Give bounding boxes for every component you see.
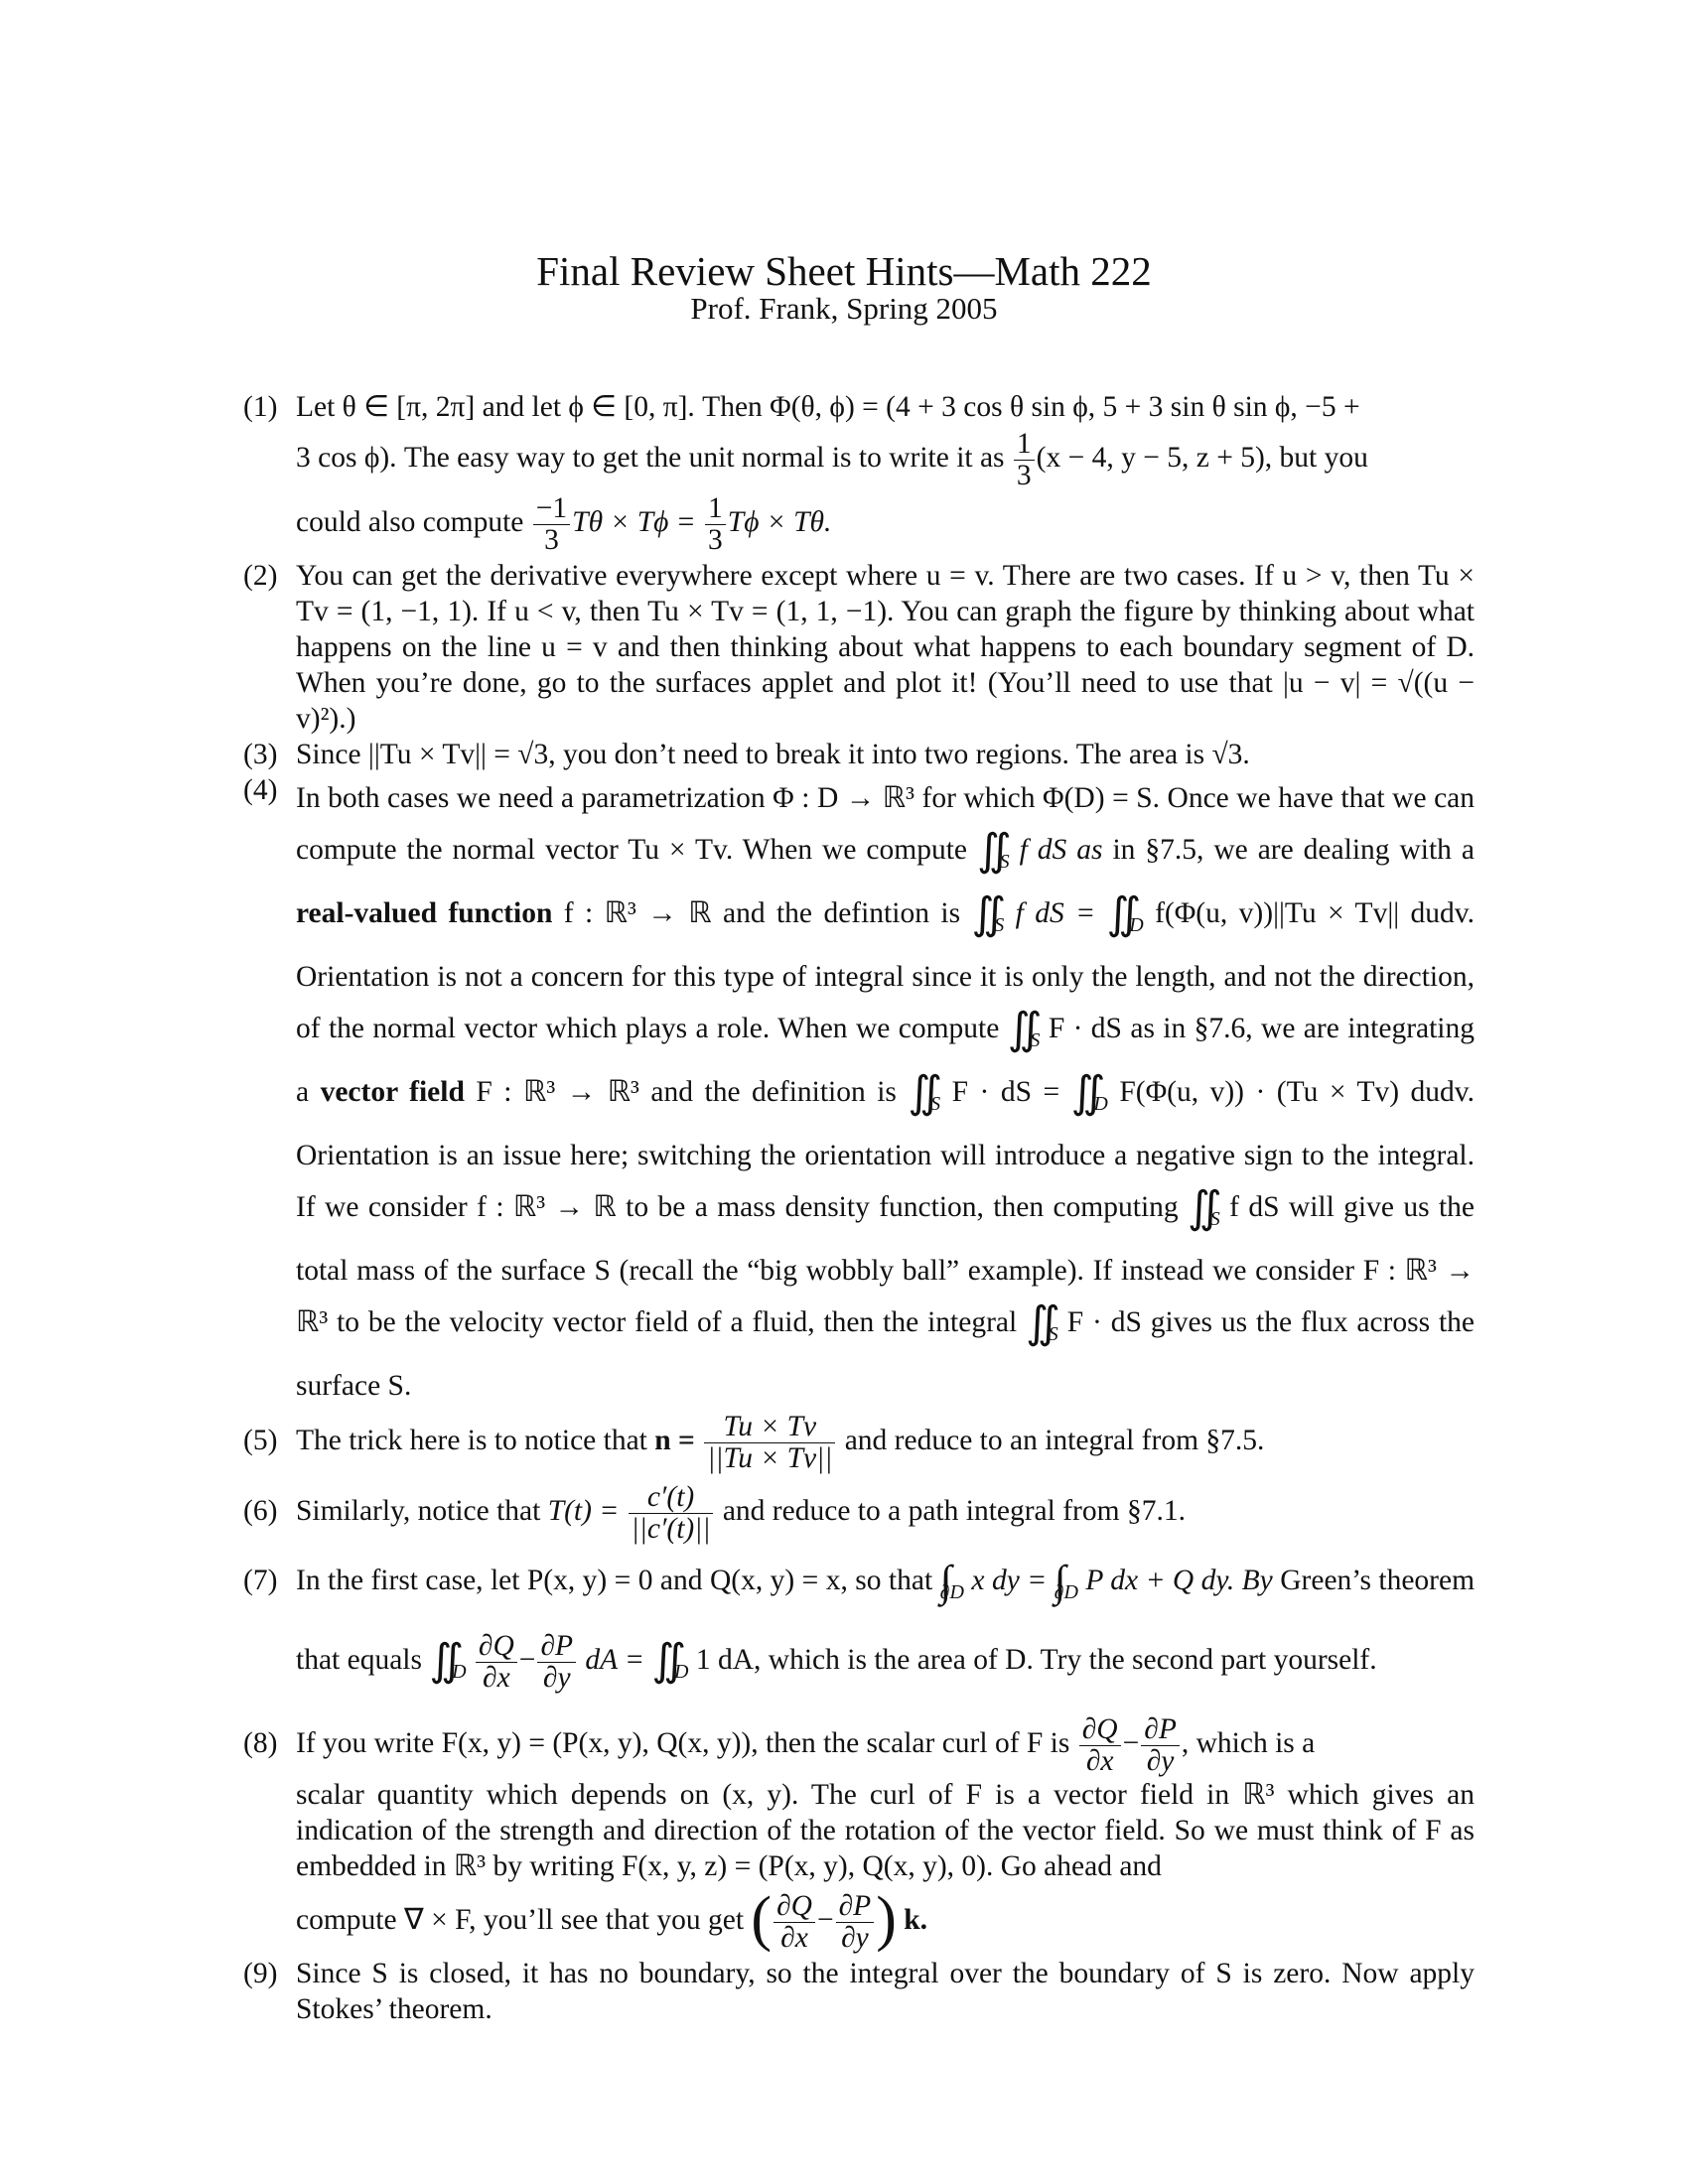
partial-fraction: $\frac{\partial Q}{\partial x}$ bbox=[1079, 1714, 1121, 1777]
math-expression: dA = bbox=[585, 1643, 644, 1676]
hint-text: Similarly, notice that bbox=[296, 1494, 541, 1527]
hint-text-line bbox=[296, 1884, 1475, 1956]
bold-term: real-valued function bbox=[296, 896, 553, 929]
math-expression: f dS as bbox=[1019, 833, 1103, 866]
hint-text: If you write F(x, y) = (P(x, y), Q(x, y)), then the scalar curl of F is bbox=[296, 1726, 1070, 1759]
hint-text: In both cases we need a parametrization Φ : D → ℝ³ for which Φ(D) = S. Once we have that we can compute the normal vector Tu × Tv. When we compute bbox=[296, 781, 1475, 866]
integral-subscript: S bbox=[994, 913, 1005, 936]
hint-text: 1 dA, which is the area of D. Try bbox=[695, 1643, 1082, 1676]
hint-item-8 bbox=[243, 1709, 1475, 1956]
double-integral-symbol: ∬ bbox=[976, 825, 1000, 875]
hint-number: (8) bbox=[243, 1726, 278, 1759]
math-expression: f dS = bbox=[1015, 896, 1096, 929]
partial-fraction: $\frac{\partial P}{\partial y}$ bbox=[537, 1631, 576, 1694]
double-integral-symbol: ∬ bbox=[971, 888, 995, 938]
math-expression: k. bbox=[904, 1903, 928, 1936]
math-expression: P dx + Q dy. By bbox=[1085, 1564, 1273, 1596]
hint-text: 3 cos ϕ). The easy way to get the unit normal is to write it as bbox=[296, 442, 1005, 475]
hint-text: gives us the flux across the surface S. bbox=[296, 1305, 1476, 1402]
hint-text-line bbox=[296, 1709, 1475, 1777]
right-paren: ) bbox=[876, 1884, 897, 1953]
math-expression: Tθ × Tϕ = bbox=[572, 506, 696, 539]
partial-fraction: $\frac{\partial P}{\partial y}$ bbox=[836, 1891, 875, 1954]
document-subtitle: Prof. Frank, Spring 2005 bbox=[690, 291, 998, 326]
double-integral-symbol: ∬ bbox=[1007, 1004, 1031, 1053]
unit-tangent-fraction: $\frac{c'(t)}{||c'(t)||}$ bbox=[629, 1482, 714, 1545]
math-expression: n = bbox=[654, 1424, 695, 1456]
double-integral-symbol: ∬ bbox=[429, 1635, 453, 1685]
hint-item-9 bbox=[243, 1956, 1475, 2027]
integral-subscript: D bbox=[1093, 1092, 1108, 1115]
double-integral-symbol: ∬ bbox=[1026, 1297, 1049, 1347]
bold-term: vector field bbox=[320, 1075, 465, 1108]
hint-text-line bbox=[296, 493, 1475, 556]
hint-text: the second part yourself. bbox=[1088, 1643, 1377, 1676]
hint-text: F : ℝ³ → ℝ³ and the definition is bbox=[476, 1075, 897, 1108]
hint-number: (1) bbox=[243, 391, 278, 423]
integral-subscript: D bbox=[452, 1660, 467, 1683]
double-integral-symbol: ∬ bbox=[908, 1067, 931, 1117]
hint-text: (x − 4, y − 5, z + 5), but you bbox=[1036, 442, 1368, 475]
hint-text: The trick here is to notice that bbox=[296, 1424, 647, 1456]
integral-subscript: S bbox=[1209, 1207, 1220, 1230]
double-integral-symbol: ∬ bbox=[1106, 888, 1130, 938]
hint-number: (6) bbox=[243, 1494, 278, 1527]
left-paren: ( bbox=[751, 1884, 773, 1953]
integral-subscript: S bbox=[999, 850, 1010, 873]
hint-text: You can get the derivative everywhere except where u = v. There are two cases. If u > v, then Tu × Tv = (1, −1, 1). If u < v, then Tu × Tv = (1, 1, −1). You can graph the figure by thinking about what happens on the line u = v and then thinking about what happens to each boundary segment of D. When you’re done, go to the surfaces applet and plot it! (You’ll need to use that |u − v| = √((u − v)²).) bbox=[296, 559, 1475, 735]
hint-number: (3) bbox=[243, 738, 278, 770]
integral-subscript: D bbox=[674, 1660, 689, 1683]
hint-text-line: Let θ ∈ [π, 2π] and let ϕ ∈ [0, π]. Then Φ(θ, ϕ) = (4 + 3 cos θ sin ϕ, 5 + 3 sin θ sin ϕ, −5 + bbox=[296, 391, 1360, 423]
double-integral-symbol: ∬ bbox=[651, 1635, 675, 1685]
double-integral-symbol: ∬ bbox=[1070, 1067, 1094, 1117]
integral-subscript: S bbox=[1030, 1028, 1041, 1051]
partial-fraction: $\frac{\partial Q}{\partial x}$ bbox=[774, 1891, 815, 1954]
hint-item-7 bbox=[243, 1547, 1475, 1706]
hint-number: (5) bbox=[243, 1424, 278, 1456]
hint-item-2 bbox=[243, 558, 1475, 737]
hint-text: f : ℝ³ → ℝ and the defintion is bbox=[563, 896, 961, 929]
minus-sign: − bbox=[518, 1643, 536, 1676]
integral-subscript: S bbox=[1048, 1322, 1058, 1345]
hint-text: and reduce to a path integral from §7.1. bbox=[722, 1494, 1186, 1527]
integral-subscript: D bbox=[1129, 913, 1144, 936]
fraction-one-third: $\frac{1}{3}$ bbox=[705, 493, 726, 556]
math-expression: F · dS bbox=[1066, 1305, 1142, 1338]
hint-number: (7) bbox=[243, 1564, 278, 1596]
hint-text: could also compute bbox=[296, 506, 524, 539]
hints-list bbox=[243, 389, 1475, 2027]
hint-number: (2) bbox=[243, 559, 278, 592]
fraction-one-third: $\frac{1}{3}$ bbox=[1014, 429, 1035, 491]
hint-text: in §7.5, we are dealing with a bbox=[1112, 833, 1475, 866]
unit-normal-fraction: $\frac{Tu \times Tv}{||Tu \times Tv||}$ bbox=[704, 1412, 835, 1474]
double-integral-symbol: ∬ bbox=[1188, 1182, 1210, 1232]
hint-text: f(Φ(u, v))||Tu × Tv|| dudv. Orientation is not a concern for this type of integral since it is only the length, and not the direction, of the normal vector which plays a role. When we compute bbox=[296, 896, 1476, 1044]
minus-sign: − bbox=[816, 1903, 834, 1936]
hint-text: F(Φ(u, v)) · (Tu × Tv) dudv. Orientation is an issue here; switching the orientation will introduce a negative sign to the integral. If we consider f : ℝ³ → ℝ to be a mass density function, then computing bbox=[296, 1075, 1476, 1223]
hint-text-line bbox=[296, 429, 1475, 491]
document-title: Final Review Sheet Hints—Math 222 bbox=[536, 248, 1152, 294]
hint-number: (4) bbox=[243, 773, 278, 806]
hint-item-3 bbox=[243, 737, 1475, 772]
partial-fraction: $\frac{\partial Q}{\partial x}$ bbox=[476, 1631, 517, 1694]
integral-subscript: ∂D bbox=[939, 1580, 964, 1603]
hint-item-1 bbox=[243, 389, 1475, 556]
hint-text: and reduce to an integral from §7.5. bbox=[844, 1424, 1265, 1456]
minus-sign: − bbox=[1122, 1726, 1140, 1759]
fraction-minus-one-third: $\frac{-1}{3}$ bbox=[533, 493, 570, 556]
math-expression: T(t) = bbox=[547, 1494, 620, 1527]
hint-text: F · dS as in §7.6, we are integrating a bbox=[296, 1012, 1475, 1108]
integral-subscript: S bbox=[930, 1092, 941, 1115]
hint-text: Green’s theorem that equals bbox=[296, 1564, 1476, 1676]
hint-text: f dS will give us the total mass of the surface S (recall the “big wobbly ball” example). If instead we consider F : ℝ³ → ℝ³ to be the velocity vector field of a fluid, then the integral bbox=[296, 1190, 1476, 1338]
hint-number: (9) bbox=[243, 1957, 278, 1989]
math-expression: Tϕ × Tθ. bbox=[727, 506, 832, 539]
hint-text: Since S is closed, it has no boundary, so the integral over the boundary of S is zero. Now apply Stokes’ theorem. bbox=[296, 1957, 1475, 2025]
partial-fraction: $\frac{\partial P}{\partial y}$ bbox=[1141, 1714, 1180, 1777]
hint-text: scalar quantity which depends on (x, y). The curl of F is a vector field in ℝ³ which gives an indication of the strength and direction of the rotation of the vector field. So we must think of F as embedded in ℝ³ by writing F(x, y, z) = (P(x, y), Q(x, y), 0). Go ahead and bbox=[296, 1778, 1475, 1882]
hint-item-4 bbox=[243, 772, 1475, 1412]
hint-text: Since ||Tu × Tv|| = √3, you don’t need to break it into two regions. The area is √3. bbox=[296, 738, 1250, 770]
hint-item-6 bbox=[243, 1475, 1475, 1547]
hint-item-5 bbox=[243, 1406, 1475, 1475]
math-expression: F · dS = bbox=[951, 1075, 1060, 1108]
hint-text: , which is a bbox=[1181, 1726, 1316, 1759]
integral-subscript: ∂D bbox=[1054, 1580, 1078, 1603]
hint-text: compute ∇ × F, you’ll see that you get bbox=[296, 1903, 745, 1936]
hint-text: In the first case, let P(x, y) = 0 and Q(x, y) = x, so that bbox=[296, 1564, 933, 1596]
math-expression: x dy = bbox=[971, 1564, 1048, 1596]
